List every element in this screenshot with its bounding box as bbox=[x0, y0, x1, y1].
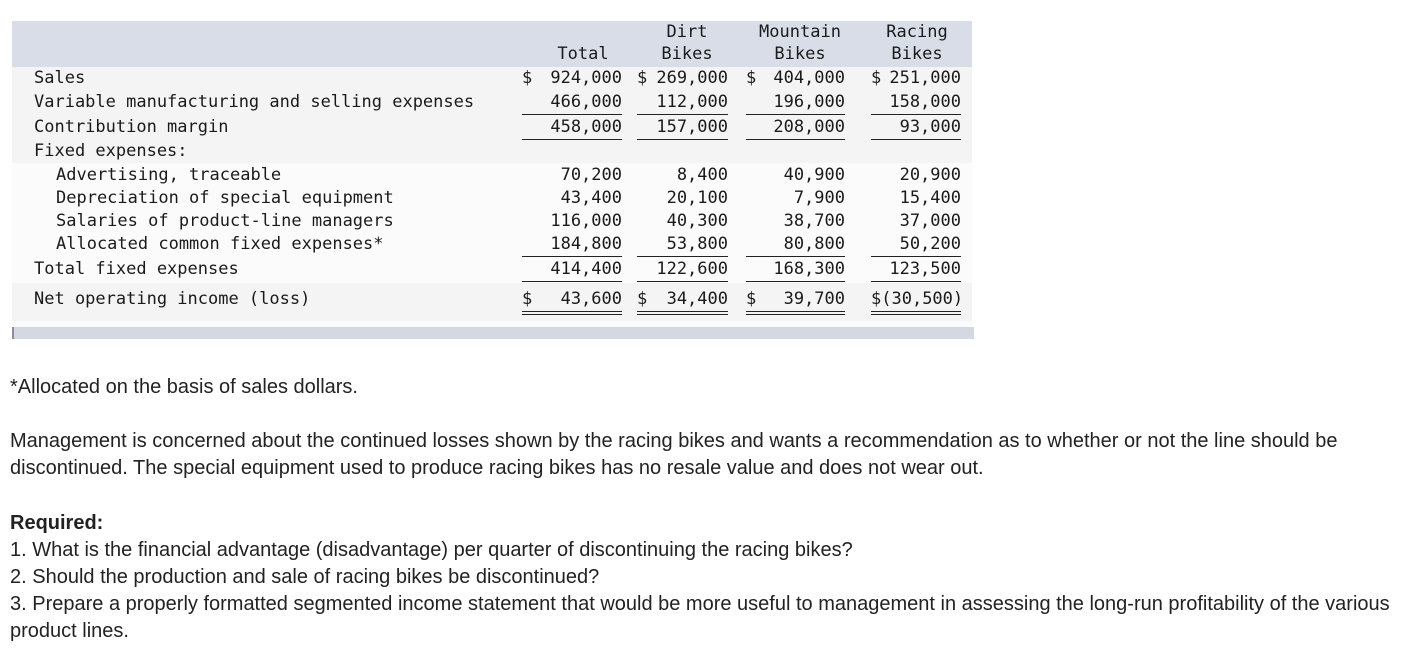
row-label: Variable manufacturing and selling expenses bbox=[34, 92, 475, 112]
row-total-fixed bbox=[12, 257, 972, 281]
row-label: Allocated common fixed expenses* bbox=[56, 234, 384, 254]
cell-total bbox=[522, 209, 622, 233]
value: 184,800 bbox=[550, 234, 622, 254]
dollar-sign: $ bbox=[522, 68, 533, 88]
row-label: Total fixed expenses bbox=[34, 259, 239, 279]
value: 34,400 bbox=[666, 289, 728, 309]
cell-racing bbox=[871, 115, 961, 140]
value: 39,700 bbox=[783, 289, 845, 309]
header-total: Total bbox=[557, 44, 609, 64]
row-label: Advertising, traceable bbox=[56, 165, 282, 185]
cell-mountain bbox=[746, 257, 845, 282]
cell-dirt bbox=[637, 186, 728, 210]
header-mountain-line2: Bikes bbox=[774, 44, 826, 64]
cell-mountain bbox=[746, 115, 845, 140]
value: 123,500 bbox=[889, 259, 961, 279]
header-racing-line2: Bikes bbox=[891, 44, 943, 64]
value: 158,000 bbox=[889, 92, 961, 112]
cell-dirt bbox=[637, 232, 728, 257]
income-statement-table bbox=[12, 21, 972, 339]
value: 80,800 bbox=[783, 234, 845, 254]
value: 20,100 bbox=[666, 188, 728, 208]
cell-racing bbox=[871, 257, 961, 282]
cell-dirt bbox=[637, 287, 728, 315]
required-item-2: 2. Should the production and sale of racing bikes be discontinued? bbox=[10, 566, 600, 588]
row-net-operating-income bbox=[12, 287, 972, 311]
dollar-sign: $ bbox=[871, 68, 882, 88]
cell-racing bbox=[871, 163, 961, 187]
dollar-sign: $ bbox=[637, 68, 648, 88]
value: 269,000 bbox=[656, 68, 728, 88]
cell-dirt bbox=[637, 66, 728, 90]
management-paragraph: Management is concerned about the continued losses shown by the racing bikes and wants a recommendation as to whether or not the line should be discontinued. The special equipment used to produce racing bikes has no resale value and does not wear out. bbox=[10, 430, 1338, 479]
value: 116,000 bbox=[550, 211, 622, 231]
cell-mountain bbox=[746, 163, 845, 187]
row-label: Net operating income (loss) bbox=[34, 289, 311, 309]
value: 7,900 bbox=[793, 188, 845, 208]
value: 112,000 bbox=[656, 92, 728, 112]
row-label: Sales bbox=[34, 68, 86, 88]
value: 404,000 bbox=[773, 68, 845, 88]
value: 43,600 bbox=[560, 289, 622, 309]
value: 196,000 bbox=[773, 92, 845, 112]
value: 157,000 bbox=[656, 117, 728, 137]
cell-racing bbox=[871, 66, 961, 90]
header-racing-line1: Racing bbox=[886, 22, 948, 42]
value: 168,300 bbox=[773, 259, 845, 279]
cell-racing bbox=[871, 287, 964, 315]
value: 53,800 bbox=[666, 234, 728, 254]
cell-total bbox=[522, 90, 622, 115]
footnote: *Allocated on the basis of sales dollars. bbox=[10, 376, 358, 398]
required-heading: Required: bbox=[10, 512, 104, 534]
value: 466,000 bbox=[550, 92, 622, 112]
value: 43,400 bbox=[560, 188, 622, 208]
row-salaries bbox=[12, 209, 972, 233]
value: (30,500) bbox=[881, 289, 964, 309]
cell-mountain bbox=[746, 186, 845, 210]
required-item-3: 3. Prepare a properly formatted segmented income statement that would be more useful to management in assessing the long-run profitability of the various product lines. bbox=[10, 593, 1390, 642]
cell-mountain bbox=[746, 232, 845, 257]
cell-mountain bbox=[746, 66, 845, 90]
table-scrollbar-track[interactable] bbox=[12, 327, 974, 339]
value: 93,000 bbox=[899, 117, 961, 137]
value: 20,900 bbox=[899, 165, 961, 185]
row-depreciation bbox=[12, 186, 972, 210]
required-item-1: 1. What is the financial advantage (disadvantage) per quarter of discontinuing the racing bikes? bbox=[10, 539, 853, 561]
dollar-sign: $ bbox=[871, 289, 882, 309]
value: 40,300 bbox=[666, 211, 728, 231]
cell-total bbox=[522, 66, 622, 90]
dollar-sign: $ bbox=[746, 68, 757, 88]
header-dirt-line1: Dirt bbox=[666, 22, 708, 42]
row-fixed-expenses-header bbox=[12, 139, 972, 163]
value: 122,600 bbox=[656, 259, 728, 279]
cell-total bbox=[522, 163, 622, 187]
cell-total bbox=[522, 232, 622, 257]
value: 15,400 bbox=[899, 188, 961, 208]
value: 924,000 bbox=[550, 68, 622, 88]
cell-racing bbox=[871, 232, 961, 257]
cell-racing bbox=[871, 90, 961, 115]
row-variable-expenses bbox=[12, 90, 972, 114]
cell-dirt bbox=[637, 163, 728, 187]
cell-dirt bbox=[637, 209, 728, 233]
required-list bbox=[10, 537, 1415, 645]
dollar-sign: $ bbox=[522, 289, 533, 309]
cell-total bbox=[522, 287, 622, 315]
cell-dirt bbox=[637, 115, 728, 140]
cell-dirt bbox=[637, 257, 728, 282]
header-mountain-line1: Mountain bbox=[759, 22, 841, 42]
cell-racing bbox=[871, 209, 961, 233]
value: 208,000 bbox=[773, 117, 845, 137]
value: 458,000 bbox=[550, 117, 622, 137]
cell-mountain bbox=[746, 287, 845, 315]
row-advertising bbox=[12, 163, 972, 187]
cell-total bbox=[522, 186, 622, 210]
value: 37,000 bbox=[899, 211, 961, 231]
cell-racing bbox=[871, 186, 961, 210]
value: 251,000 bbox=[889, 68, 961, 88]
row-label: Salaries of product-line managers bbox=[56, 211, 394, 231]
value: 38,700 bbox=[783, 211, 845, 231]
cell-mountain bbox=[746, 90, 845, 115]
value: 50,200 bbox=[899, 234, 961, 254]
value: 40,900 bbox=[783, 165, 845, 185]
cell-mountain bbox=[746, 209, 845, 233]
value: 70,200 bbox=[560, 165, 622, 185]
header-dirt-line2: Bikes bbox=[661, 44, 713, 64]
row-contribution-margin bbox=[12, 115, 972, 139]
dollar-sign: $ bbox=[637, 289, 648, 309]
cell-total bbox=[522, 257, 622, 282]
dollar-sign: $ bbox=[746, 289, 757, 309]
value: 8,400 bbox=[676, 165, 728, 185]
row-label: Fixed expenses: bbox=[34, 141, 188, 161]
cell-total bbox=[522, 115, 622, 140]
row-label: Depreciation of special equipment bbox=[56, 188, 394, 208]
value: 414,400 bbox=[550, 259, 622, 279]
row-sales bbox=[12, 66, 972, 90]
row-label: Contribution margin bbox=[34, 117, 229, 137]
row-allocated-common bbox=[12, 232, 972, 256]
cell-dirt bbox=[637, 90, 728, 115]
